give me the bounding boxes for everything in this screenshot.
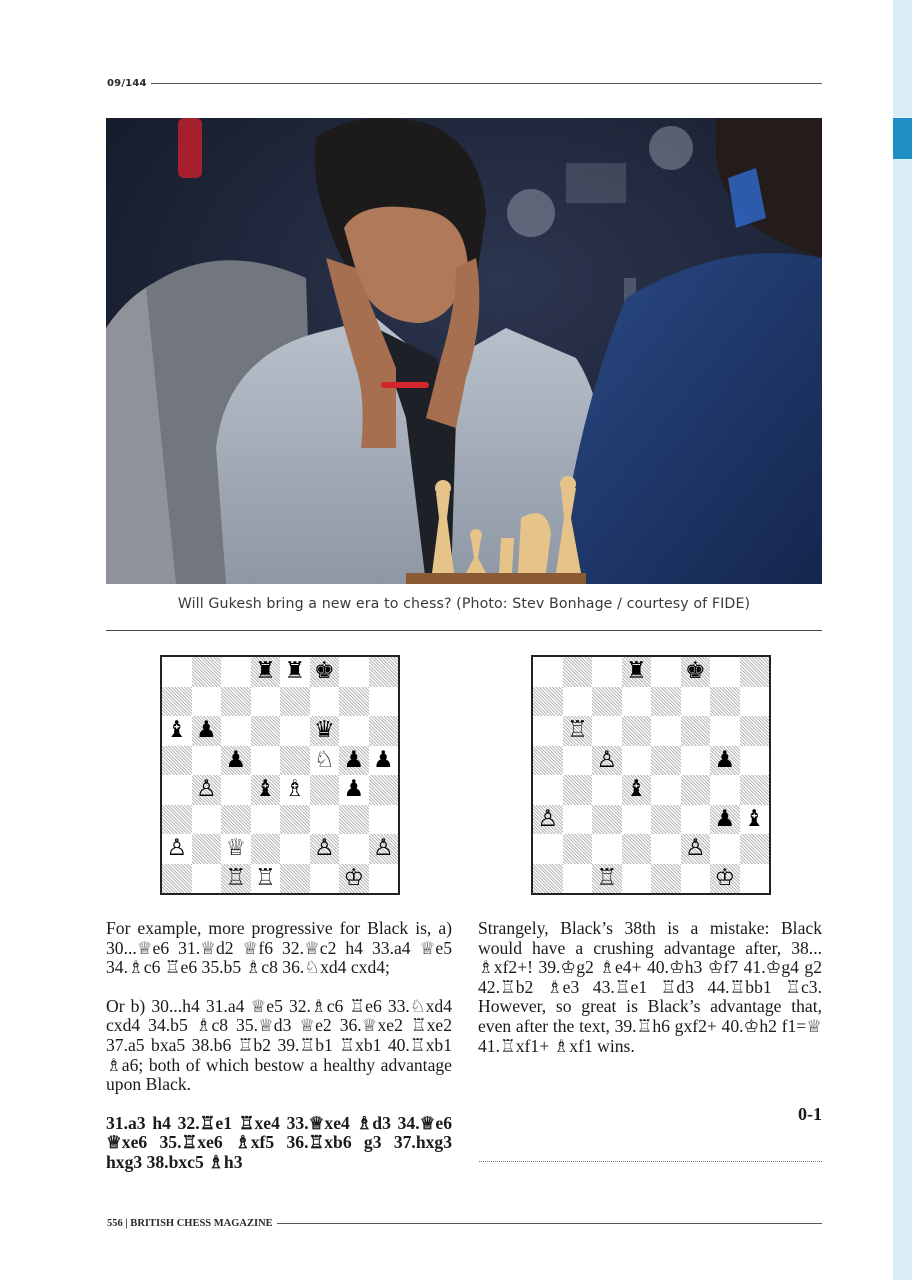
board-square: [740, 716, 770, 746]
board-square: [221, 805, 251, 835]
black-pawn-icon: ♟: [714, 805, 736, 832]
board-square: [740, 834, 770, 864]
board-square: [310, 864, 340, 894]
board-square: [192, 657, 222, 687]
board-square: [533, 805, 563, 835]
board-square: [533, 864, 563, 894]
board-square: [651, 775, 681, 805]
board-square: [339, 687, 369, 717]
sidebar-strip: [893, 0, 912, 1280]
board-square: [310, 805, 340, 835]
white-pawn-icon: ♙: [684, 835, 706, 862]
board-square: [192, 687, 222, 717]
board-square: [592, 834, 622, 864]
white-pawn-icon: ♙: [195, 776, 217, 803]
board-square: [563, 657, 593, 687]
board-square: [221, 864, 251, 894]
board-square: [563, 746, 593, 776]
board-square: [651, 687, 681, 717]
board-square: [592, 775, 622, 805]
board-square: [622, 864, 652, 894]
board-square: [369, 864, 399, 894]
board-square: [192, 746, 222, 776]
black-king-icon: ♚: [313, 658, 335, 685]
board-square: [162, 805, 192, 835]
board-square: [310, 834, 340, 864]
board-square: [651, 864, 681, 894]
board-square: [310, 687, 340, 717]
board-square: [592, 746, 622, 776]
white-king-icon: ♔: [714, 864, 736, 891]
white-pawn-icon: ♙: [372, 835, 394, 862]
board-square: [251, 746, 281, 776]
black-rook-icon: ♜: [625, 658, 647, 685]
board-square: [563, 687, 593, 717]
variation-b-paragraph: Or b) 30...h4 31.a4 ♕e5 32.♗c6 ♖e6 33.♘xd4 cxd4 34.b5 ♗c8 35.♕d3 ♕e2 36.♕xe2 ♖xe2 37.a5 bxa5 38.b6 ♖b2 39.♖b1 ♖xb1 40.♖xb1 ♗a6; both of which bestow a healthy advantage upon Black.: [106, 995, 452, 1095]
board-square: [251, 775, 281, 805]
black-bishop-icon: ♝: [625, 776, 647, 803]
board-square: [310, 746, 340, 776]
board-square: [622, 657, 652, 687]
board-square: [622, 716, 652, 746]
board-square: [681, 657, 711, 687]
board-square: [162, 775, 192, 805]
board-square: [192, 775, 222, 805]
photo-illustration: [106, 118, 822, 584]
board-square: [369, 834, 399, 864]
black-pawn-icon: ♟: [195, 717, 217, 744]
board-square: [740, 746, 770, 776]
board-square: [681, 775, 711, 805]
board-square: [740, 775, 770, 805]
article-photo: [106, 118, 822, 584]
board-square: [681, 687, 711, 717]
white-bishop-icon: ♗: [284, 776, 306, 803]
annotation-paragraph: Strangely, Black’s 38th is a mistake: Black would have a crushing advantage after, 38... ♗xf2+! 39.♔g2 ♗e4+ 40.♔h3 ♔f7 41.♔g4 g2 42.♖b2 ♗e3 43.♖e1 ♖d3 44.♖bb1 ♖c3. However, so great is Black’s advantage that, even after the text, 39.♖h6 gxf2+ 40.♔h2 f1=♕ 41.♖xf1+ ♗xf1 wins.: [478, 918, 822, 1056]
board-square: [310, 657, 340, 687]
board-square: [740, 805, 770, 835]
board-square: [563, 864, 593, 894]
chess-diagram-2: [531, 655, 771, 895]
board-square: [221, 775, 251, 805]
game-moves: 31.a3 h4 32.♖e1 ♖xe4 33.♕xe4 ♗d3 34.♕e6 ♕xe6 35.♖xe6 ♗xf5 36.♖xb6 g3 37.hxg3 hxg3 38.bxc5 ♗h3: [106, 1112, 452, 1172]
board-square: [339, 805, 369, 835]
board-square: [533, 687, 563, 717]
board-square: [592, 687, 622, 717]
page-header: [107, 76, 822, 90]
board-square: [651, 716, 681, 746]
page-counter: 09/144: [107, 77, 147, 89]
board-square: [592, 805, 622, 835]
board-square: [563, 716, 593, 746]
dotted-rule: [479, 1161, 822, 1162]
black-rook-icon: ♜: [284, 658, 306, 685]
footer-rule: [277, 1223, 822, 1224]
board-square: [280, 687, 310, 717]
left-column: [106, 919, 452, 1173]
board-square: [339, 716, 369, 746]
board-square: [339, 657, 369, 687]
board-square: [710, 834, 740, 864]
board-square: [563, 775, 593, 805]
footer-folio: 556 | BRITISH CHESS MAGAZINE: [107, 1217, 273, 1229]
board-square: [622, 805, 652, 835]
board-square: [369, 805, 399, 835]
board-square: [681, 746, 711, 776]
board-square: [162, 834, 192, 864]
board-square: [622, 775, 652, 805]
board-square: [681, 864, 711, 894]
board-square: [651, 834, 681, 864]
black-pawn-icon: ♟: [372, 746, 394, 773]
board-square: [710, 746, 740, 776]
white-pawn-icon: ♙: [313, 835, 335, 862]
board-square: [533, 657, 563, 687]
board-square: [622, 687, 652, 717]
board-square: [710, 775, 740, 805]
board-square: [280, 716, 310, 746]
board-square: [369, 657, 399, 687]
black-rook-icon: ♜: [254, 658, 276, 685]
white-queen-icon: ♕: [225, 835, 247, 862]
board-square: [280, 746, 310, 776]
board-square: [592, 716, 622, 746]
board-square: [369, 775, 399, 805]
black-pawn-icon: ♟: [343, 776, 365, 803]
black-pawn-icon: ♟: [714, 746, 736, 773]
board-square: [162, 687, 192, 717]
board-square: [681, 805, 711, 835]
board-square: [280, 775, 310, 805]
board-square: [251, 864, 281, 894]
board-square: [221, 687, 251, 717]
chess-diagram-1: [160, 655, 400, 895]
black-bishop-icon: ♝: [254, 776, 276, 803]
board-square: [280, 834, 310, 864]
white-pawn-icon: ♙: [537, 805, 559, 832]
board-square: [339, 746, 369, 776]
board-square: [710, 716, 740, 746]
board-square: [710, 805, 740, 835]
board-square: [681, 834, 711, 864]
board-square: [740, 657, 770, 687]
board-square: [592, 657, 622, 687]
board-square: [533, 775, 563, 805]
white-knight-icon: ♘: [313, 746, 335, 773]
board-square: [192, 834, 222, 864]
board-square: [251, 716, 281, 746]
white-rook-icon: ♖: [254, 864, 276, 891]
board-square: [162, 864, 192, 894]
game-result: 0-1: [798, 1104, 822, 1124]
board-square: [192, 805, 222, 835]
board-square: [740, 864, 770, 894]
board-square: [369, 716, 399, 746]
board-square: [710, 864, 740, 894]
board-square: [251, 657, 281, 687]
board-square: [280, 805, 310, 835]
board-square: [310, 716, 340, 746]
variation-a-paragraph: For example, more progressive for Black is, a) 30...♕e6 31.♕d2 ♕f6 32.♕c2 h4 33.a4 ♕e5 34.♗c6 ♖e6 35.b5 ♗c8 36.♘xd4 cxd4;: [106, 918, 452, 978]
black-king-icon: ♚: [684, 658, 706, 685]
white-pawn-icon: ♙: [166, 835, 188, 862]
black-bishop-icon: ♝: [743, 805, 765, 832]
page-footer: [107, 1216, 822, 1230]
white-rook-icon: ♖: [225, 864, 247, 891]
board-square: [710, 687, 740, 717]
board-square: [251, 687, 281, 717]
white-rook-icon: ♖: [566, 717, 588, 744]
board-square: [221, 657, 251, 687]
black-bishop-icon: ♝: [166, 717, 188, 744]
board-square: [280, 657, 310, 687]
header-rule: [151, 83, 822, 84]
board-square: [162, 746, 192, 776]
white-king-icon: ♔: [343, 864, 365, 891]
board-square: [339, 834, 369, 864]
board-square: [740, 687, 770, 717]
caption-rule: [106, 630, 822, 631]
board-square: [251, 834, 281, 864]
black-pawn-icon: ♟: [343, 746, 365, 773]
white-rook-icon: ♖: [596, 864, 618, 891]
board-square: [622, 834, 652, 864]
board-square: [339, 775, 369, 805]
board-square: [221, 834, 251, 864]
board-square: [192, 864, 222, 894]
board-square: [533, 834, 563, 864]
board-square: [339, 864, 369, 894]
board-square: [162, 657, 192, 687]
black-pawn-icon: ♟: [225, 746, 247, 773]
board-square: [651, 657, 681, 687]
board-square: [162, 716, 192, 746]
board-square: [533, 716, 563, 746]
sidebar-tab[interactable]: [893, 118, 912, 159]
board-square: [622, 746, 652, 776]
board-square: [710, 657, 740, 687]
board-square: [192, 716, 222, 746]
board-square: [563, 805, 593, 835]
board-square: [310, 775, 340, 805]
board-square: [221, 746, 251, 776]
right-column: [478, 919, 822, 1056]
white-pawn-icon: ♙: [596, 746, 618, 773]
board-square: [280, 864, 310, 894]
board-square: [563, 834, 593, 864]
black-queen-icon: ♛: [313, 717, 335, 744]
board-square: [681, 716, 711, 746]
board-square: [651, 805, 681, 835]
board-square: [369, 746, 399, 776]
board-square: [221, 716, 251, 746]
board-square: [533, 746, 563, 776]
board-square: [369, 687, 399, 717]
photo-caption: Will Gukesh bring a new era to chess? (Photo: Stev Bonhage / courtesy of FIDE): [177, 596, 751, 612]
board-square: [651, 746, 681, 776]
board-square: [592, 864, 622, 894]
board-square: [251, 805, 281, 835]
